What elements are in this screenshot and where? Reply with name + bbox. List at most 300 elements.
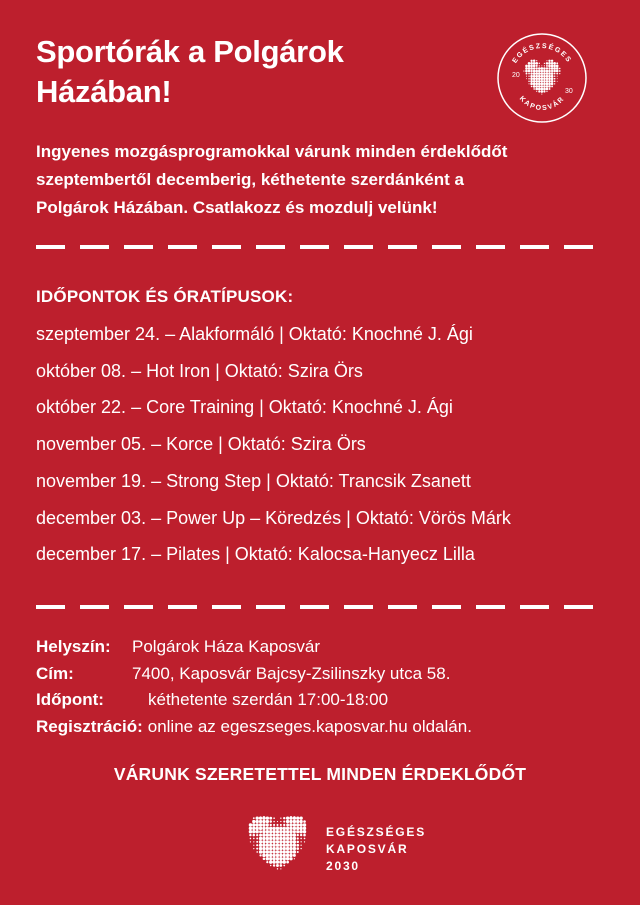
schedule-item: szeptember 24. – Alakformáló | Oktató: Knochné J. Ági <box>36 324 473 344</box>
heart-dot <box>533 70 536 73</box>
heart-dot <box>556 70 559 73</box>
heart-dot <box>286 844 289 847</box>
heart-dot <box>530 70 532 72</box>
heart-dot <box>269 857 272 860</box>
registration-row <box>36 714 626 741</box>
heart-dot <box>262 816 265 817</box>
heart-dot <box>528 83 529 84</box>
intro-line-3: Polgárok Házában. Csatlakozz és mozdulj velünk! <box>36 198 438 217</box>
heart-dot <box>273 821 275 823</box>
heart-dot <box>283 840 286 843</box>
heart-dot <box>530 80 533 83</box>
heart-dot <box>525 65 528 68</box>
heart-dot <box>262 823 265 826</box>
heart-dot <box>286 840 289 843</box>
heart-dot <box>259 840 262 843</box>
heart-dot <box>293 816 296 819</box>
heart-dot <box>543 83 546 86</box>
heart-dot <box>296 816 299 819</box>
badge-year-right: 30 <box>565 88 573 95</box>
heart-dot <box>293 833 296 836</box>
heart-dot <box>538 88 541 91</box>
heart-dot <box>296 847 299 850</box>
heart-dot <box>538 75 541 78</box>
heart-dot <box>300 848 301 849</box>
heart-dot <box>546 80 549 83</box>
footer-logo-text <box>326 824 426 875</box>
heart-dot <box>535 75 538 78</box>
heart-dot <box>551 60 553 62</box>
heart-dot <box>273 824 275 826</box>
badge-top-text: EGÉSZSÉGES <box>511 42 573 65</box>
heart-dot <box>541 72 544 75</box>
heart-dot <box>266 854 269 857</box>
heart-dot <box>283 827 286 830</box>
heart-dot <box>546 75 549 78</box>
heart-dot <box>535 83 538 86</box>
heart-dot <box>526 78 527 79</box>
location-label: Helyszín: <box>36 637 111 656</box>
heart-dot <box>279 840 282 843</box>
heart-dot <box>559 73 560 74</box>
heart-dot <box>250 841 251 842</box>
heart-dot <box>554 75 556 77</box>
location-row <box>36 634 626 661</box>
heart-dot <box>273 864 275 866</box>
heart-dot <box>276 850 279 853</box>
heart-dot <box>538 70 541 73</box>
heart-dot <box>289 820 292 823</box>
heart-dot <box>286 820 289 823</box>
heart-dot <box>296 830 299 833</box>
heart-dot <box>289 850 292 853</box>
heart-dot <box>280 821 281 822</box>
badge-bottom-text: KAPOSVÁR <box>517 95 567 113</box>
heart-dot <box>272 830 275 833</box>
heart-dot <box>277 821 278 822</box>
heart-dot <box>270 865 271 866</box>
heart-dot <box>546 88 549 91</box>
heart-dot <box>252 830 255 833</box>
heart-dot <box>276 833 279 836</box>
footer-line-2: KAPOSVÁR <box>326 842 409 856</box>
heart-dot <box>303 823 306 826</box>
schedule-item: december 03. – Power Up – Köredzés | Oktató: Vörös Márk <box>36 507 511 528</box>
heart-dot <box>262 850 265 853</box>
heart-dot <box>541 80 544 83</box>
heart-dot <box>559 68 560 69</box>
heart-dot <box>279 827 282 830</box>
heart-dot <box>276 844 279 847</box>
heart-dot <box>528 67 531 70</box>
heart-dot <box>535 70 538 73</box>
heart-dot <box>262 830 265 833</box>
heart-dot <box>262 840 265 843</box>
heart-dot <box>253 841 254 842</box>
heart-dot <box>548 70 551 73</box>
heart-dot <box>279 844 282 847</box>
heart-dot <box>541 85 544 88</box>
heart-dot <box>533 67 536 70</box>
heart-dot <box>543 80 546 83</box>
heart-dot <box>549 88 551 90</box>
heart-dot <box>300 838 302 840</box>
heart-dot <box>538 72 541 75</box>
heart-dot <box>548 77 551 80</box>
heart-dot <box>259 850 262 853</box>
heart-dot <box>551 80 554 83</box>
heart-dot <box>279 830 282 833</box>
event-info <box>36 634 626 740</box>
heart-dot <box>530 60 532 62</box>
heart-dot <box>259 847 262 850</box>
heart-dot <box>557 78 558 79</box>
heart-dot <box>299 830 302 833</box>
heart-dot <box>286 861 289 864</box>
heart-dot <box>538 77 541 80</box>
heart-dot <box>283 865 285 867</box>
heart-dot <box>299 823 302 826</box>
heart-dot <box>276 840 279 843</box>
heart-dot <box>256 848 258 850</box>
closing-message: VÁRUNK SZERETETTEL MINDEN ÉRDEKLŐDŐT <box>113 764 527 784</box>
dashed-divider-top <box>36 245 604 249</box>
heart-dot <box>530 75 533 78</box>
heart-dot <box>551 62 554 65</box>
heart-dot <box>269 837 272 840</box>
heart-dot <box>289 830 292 833</box>
heart-dot <box>269 820 272 823</box>
heart-dot <box>538 83 541 86</box>
heart-dot <box>262 837 265 840</box>
heart-dot <box>551 72 554 75</box>
heart-dot <box>289 827 292 830</box>
heart-dot <box>530 65 533 68</box>
heart-dot <box>533 62 536 65</box>
heart-dot <box>283 820 285 822</box>
heart-dot <box>546 77 549 80</box>
svg-text:EGÉSZSÉGES <box>511 42 572 65</box>
heart-dot <box>541 65 542 66</box>
heart-dot <box>535 88 538 91</box>
heart-dot <box>269 833 272 836</box>
heart-dot <box>528 70 531 73</box>
heart-dot <box>533 88 535 90</box>
heart-dot <box>256 851 258 853</box>
heart-dot <box>293 830 296 833</box>
heart-dot <box>536 91 537 92</box>
heart-dot <box>286 850 289 853</box>
heart-dot <box>546 83 549 86</box>
heart-dot <box>266 840 269 843</box>
heart-dot <box>266 823 269 826</box>
schedule-item: október 22. – Core Training | Oktató: Knochné J. Ági <box>36 397 453 418</box>
dotted-heart-icon <box>523 60 560 95</box>
heart-dot <box>548 85 551 88</box>
heart-dot <box>543 70 546 73</box>
heart-dot <box>266 861 268 863</box>
heart-dot <box>293 850 296 853</box>
time-value: kéthetente szerdán 17:00-18:00 <box>148 690 389 709</box>
heart-dot <box>283 857 286 860</box>
intro-line-1: Ingyenes mozgásprogramokkal várunk minden érdeklődőt <box>36 142 508 161</box>
heart-dot <box>304 841 305 842</box>
heart-dot <box>294 858 295 859</box>
heart-dot <box>548 80 551 83</box>
heart-dot <box>293 837 296 840</box>
heart-dot <box>525 70 528 73</box>
heart-dot <box>530 62 533 65</box>
schedule-list <box>36 316 626 573</box>
heart-dot <box>556 73 558 75</box>
heart-dot <box>253 848 254 849</box>
heart-dot <box>548 75 551 78</box>
heart-dot <box>551 77 554 80</box>
heart-dot <box>249 823 252 826</box>
heart-dot <box>523 70 524 71</box>
heart-dot <box>296 820 299 823</box>
heart-dot <box>283 844 286 847</box>
heart-dot <box>553 70 556 73</box>
heart-dot <box>286 827 289 830</box>
heart-dot <box>289 847 292 850</box>
heart-dot <box>544 63 545 64</box>
heart-dot <box>283 830 286 833</box>
heart-dot <box>253 834 256 837</box>
heart-dot <box>533 77 536 80</box>
heart-dot <box>293 823 296 826</box>
heart-dot <box>536 65 538 67</box>
heart-dot <box>526 76 527 77</box>
heart-dot <box>526 73 528 75</box>
heart-dot <box>272 857 275 860</box>
heart-dot <box>551 70 553 72</box>
heart-dot <box>276 847 279 850</box>
heart-dot <box>259 837 262 840</box>
heart-dot <box>253 838 255 840</box>
time-row <box>36 687 626 714</box>
heart-dot <box>293 827 296 830</box>
heart-dot <box>297 841 300 844</box>
heart-dot <box>266 820 269 823</box>
heart-dot <box>535 85 538 88</box>
heart-dot <box>252 827 255 830</box>
heart-dot <box>262 847 265 850</box>
heart-dot <box>551 67 554 70</box>
heart-dot <box>279 860 282 863</box>
heart-dot <box>541 77 544 80</box>
address-row <box>36 661 626 688</box>
heart-dot <box>283 824 285 826</box>
heart-dot <box>286 816 289 819</box>
heart-dot <box>543 72 546 75</box>
heart-dot <box>293 854 296 857</box>
heart-dot <box>259 834 262 837</box>
heart-dot <box>548 83 551 86</box>
heart-dot <box>289 837 292 840</box>
heart-dot <box>286 847 289 850</box>
heart-dot <box>289 833 292 836</box>
heart-dot <box>541 90 544 93</box>
heart-dot <box>528 73 530 75</box>
heart-dot <box>279 837 282 840</box>
heart-dot <box>528 65 531 68</box>
heart-dot <box>273 817 275 819</box>
heart-dot <box>266 816 269 819</box>
heart-dot <box>279 850 282 853</box>
heart-dot <box>546 67 548 69</box>
heart-dot <box>304 838 306 840</box>
heart-dot <box>252 823 255 826</box>
page-title <box>36 32 456 112</box>
heart-dot <box>256 834 258 836</box>
heart-dot <box>528 81 530 83</box>
heart-dot <box>554 80 556 82</box>
heart-dot <box>544 65 545 66</box>
heart-dot <box>303 830 306 833</box>
heart-dot <box>283 847 286 850</box>
heart-dot <box>533 83 536 86</box>
heart-dot <box>279 847 282 850</box>
heart-dot <box>559 70 561 72</box>
heart-dot <box>528 75 529 76</box>
schedule-item: november 19. – Strong Step | Oktató: Trancsik Zsanett <box>36 470 471 491</box>
heart-dot <box>538 67 541 70</box>
heart-dot <box>252 820 255 823</box>
heart-dot <box>286 837 289 840</box>
heart-dot <box>276 864 279 867</box>
heart-dot <box>543 75 546 78</box>
heart-dot <box>543 88 546 91</box>
heart-dot <box>539 65 540 66</box>
heart-dot <box>276 824 278 826</box>
heart-dot <box>533 75 536 78</box>
heart-dot <box>541 70 544 73</box>
egeszseges-kaposvar-badge-logo <box>496 32 588 124</box>
schedule-item: november 05. – Korce | Oktató: Szira Örs <box>36 434 366 455</box>
heart-dot <box>269 850 272 853</box>
heart-dot <box>556 65 559 68</box>
heart-dot <box>276 827 279 830</box>
heart-dot <box>299 827 302 830</box>
heart-dot <box>286 857 289 860</box>
heart-dot <box>541 67 544 70</box>
heart-dot <box>249 834 251 836</box>
heart-dot <box>249 827 252 830</box>
heart-dot <box>283 854 286 857</box>
heart-dot <box>269 847 272 850</box>
heart-dot <box>269 827 272 830</box>
title-line-2: Házában! <box>36 74 172 109</box>
heart-dot <box>548 60 550 62</box>
title-line-1: Sportórák a Polgárok <box>36 34 344 69</box>
heart-dot <box>551 83 554 86</box>
heart-dot <box>256 827 259 830</box>
heart-dot <box>299 816 302 819</box>
heart-dot <box>272 860 275 863</box>
heart-dot <box>259 823 262 826</box>
heart-dot <box>269 844 272 847</box>
heart-dot <box>256 823 259 826</box>
heart-dot <box>546 72 549 75</box>
heart-dot <box>530 72 532 74</box>
heart-dot <box>280 868 281 869</box>
heart-dot <box>293 820 296 823</box>
heart-dot <box>546 62 549 65</box>
heart-dot <box>303 827 306 830</box>
heart-dot <box>299 820 302 823</box>
heart-dot <box>303 834 306 837</box>
schedule-item: december 17. – Pilates | Oktató: Kalocsa-Hanyecz Lilla <box>36 544 475 565</box>
heart-dot <box>262 854 265 857</box>
heart-dot <box>538 85 541 88</box>
heart-dot <box>270 824 272 826</box>
heart-dot <box>546 65 548 67</box>
heart-dot <box>266 850 269 853</box>
heart-dot <box>277 868 278 869</box>
heart-dot <box>551 85 553 87</box>
heart-dot <box>530 67 533 70</box>
heart-dot <box>300 834 302 836</box>
heart-dot <box>256 837 258 839</box>
heart-dot <box>272 854 275 857</box>
heart-dot <box>553 62 556 65</box>
heart-dot <box>538 90 540 92</box>
heart-dot <box>556 67 559 70</box>
heart-dot <box>286 833 289 836</box>
heart-dot <box>269 840 272 843</box>
heart-dot <box>533 65 536 68</box>
heart-dot <box>283 860 286 863</box>
heart-dot <box>269 817 272 820</box>
intro-line-2: szeptembertől decemberig, kéthetente szerdánként a <box>36 170 464 189</box>
registration-value: online az egeszseges.kaposvar.hu oldalán. <box>147 716 472 736</box>
heart-dot <box>553 67 556 70</box>
heart-dot <box>256 841 258 843</box>
heart-dot <box>272 847 275 850</box>
heart-dot <box>533 60 535 62</box>
heart-dot <box>262 833 265 836</box>
heart-dot <box>286 824 289 827</box>
heart-dot <box>266 844 269 847</box>
heart-dot <box>253 845 254 846</box>
heart-dot <box>554 73 556 75</box>
heart-dot <box>297 837 299 839</box>
heart-dot <box>293 847 296 850</box>
address-label: Cím: <box>36 663 74 683</box>
heart-dot <box>541 83 544 86</box>
heart-dot <box>283 850 286 853</box>
heart-dot <box>289 840 292 843</box>
heart-dot <box>289 857 292 860</box>
heart-dot <box>289 844 292 847</box>
heart-dot <box>266 857 269 860</box>
schedule-item: október 08. – Hot Iron | Oktató: Szira Örs <box>36 360 363 381</box>
heart-dot <box>535 72 538 75</box>
heart-dot <box>272 827 275 830</box>
heart-dot <box>280 824 282 826</box>
heart-dot <box>543 85 546 88</box>
heart-dot <box>253 817 255 819</box>
heart-dot <box>276 857 279 860</box>
heart-dot <box>556 62 558 64</box>
heart-dot <box>528 78 530 80</box>
heart-dot <box>535 77 538 80</box>
heart-dot <box>286 830 289 833</box>
heart-dot <box>303 820 306 823</box>
heart-dot <box>535 62 538 65</box>
heart-dot <box>541 88 544 91</box>
